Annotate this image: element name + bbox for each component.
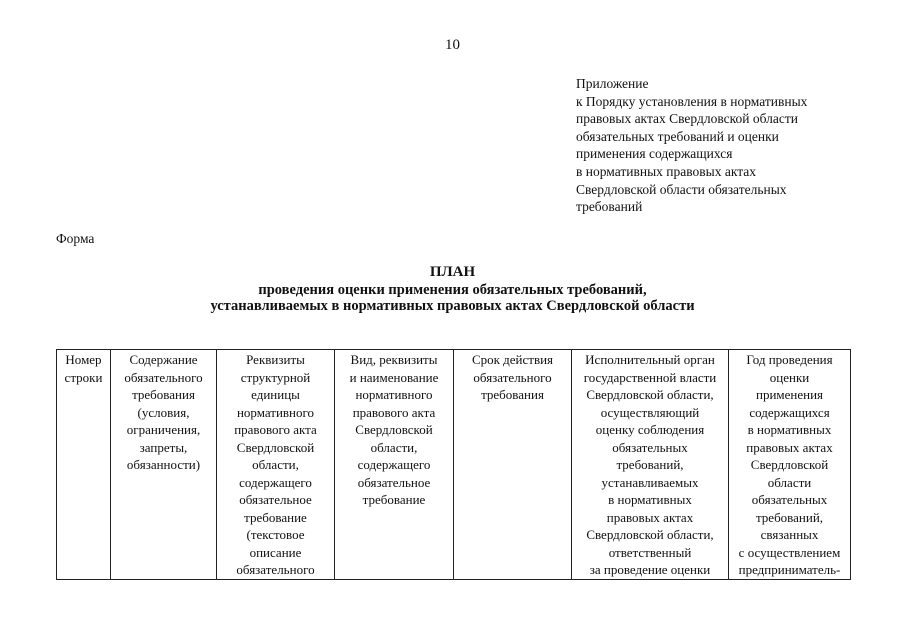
header-line: и наименование xyxy=(349,369,439,385)
header-line: Срок действия xyxy=(471,352,554,367)
appendix-line: требований xyxy=(576,199,643,215)
header-line: Содержание xyxy=(129,352,198,367)
header-line: Свердловской xyxy=(355,422,433,437)
header-line: обязательного xyxy=(236,562,315,577)
header-line: нормативного xyxy=(355,387,433,402)
plan-title-block xyxy=(0,264,905,315)
header-line: требований, xyxy=(616,457,684,472)
header-line: Реквизиты xyxy=(246,352,305,367)
header-line: оценки xyxy=(769,369,810,385)
header-line: правового акта xyxy=(234,422,317,437)
header-line: требование xyxy=(362,492,426,507)
plan-table xyxy=(56,349,851,580)
header-line: содержащихся xyxy=(749,404,830,420)
header-line: области, xyxy=(370,439,418,455)
header-line: Год проведения xyxy=(746,352,833,367)
header-line: запреты, xyxy=(139,439,188,455)
header-line: обязательного xyxy=(473,369,552,385)
header-line: правовых актах xyxy=(746,439,833,455)
header-line: предприниматель- xyxy=(738,562,841,577)
plan-subtitle-line-2: устанавливаемых в нормативных правовых актах Свердловской области xyxy=(210,298,695,314)
header-line: требования xyxy=(132,387,195,402)
header-cell-requirement-content xyxy=(111,350,217,580)
header-line: осуществляющий xyxy=(600,404,700,420)
header-line: области, xyxy=(252,457,299,472)
appendix-line: к Порядку установления в нормативных xyxy=(576,93,808,109)
header-line: Свердловской xyxy=(750,457,829,472)
form-label: Форма xyxy=(56,231,95,246)
header-cell-row-number xyxy=(57,350,111,580)
header-line: обязательное xyxy=(357,474,431,490)
header-cell-executive-body xyxy=(572,350,729,580)
header-line: единицы xyxy=(251,387,300,402)
header-line: обязанности) xyxy=(126,457,201,472)
header-line: применения xyxy=(755,387,824,402)
header-line: в нормативных xyxy=(747,422,832,437)
header-line: Свердловской области, xyxy=(586,527,714,542)
appendix-line: применения содержащихся xyxy=(576,146,733,162)
header-line: оценку соблюдения xyxy=(595,422,705,437)
header-line: государственной власти xyxy=(583,369,717,385)
header-line: содержащего xyxy=(357,457,431,472)
header-line: структурной xyxy=(240,369,311,385)
header-line: (текстовое xyxy=(246,527,305,542)
header-cell-structural-unit-details xyxy=(217,350,335,580)
header-line: за проведение оценки xyxy=(589,562,711,577)
header-line: требований, xyxy=(755,509,824,525)
header-line: Свердловской области, xyxy=(586,387,714,402)
header-line: области xyxy=(767,474,812,490)
header-line: в нормативных xyxy=(608,492,692,507)
header-line: с осуществлением xyxy=(738,544,841,560)
table-header-row xyxy=(57,350,851,580)
page-number: 10 xyxy=(445,37,460,53)
plan-title: ПЛАН xyxy=(429,264,476,280)
header-line: обязательных xyxy=(751,492,828,507)
header-line: обязательных xyxy=(612,439,688,455)
header-line: требования xyxy=(481,387,544,402)
appendix-line: правовых актах Свердловской области xyxy=(576,111,798,127)
header-line: Исполнительный орган xyxy=(585,352,715,367)
header-line: Вид, реквизиты xyxy=(350,352,438,367)
header-cell-legal-act-type xyxy=(335,350,454,580)
header-line: Номер xyxy=(65,352,102,367)
appendix-line: Свердловской области обязательных xyxy=(576,181,787,197)
header-line: ограничения, xyxy=(126,422,201,437)
appendix-block xyxy=(576,75,876,216)
header-line: требование xyxy=(244,509,307,525)
header-line: содержащего xyxy=(239,474,312,490)
header-line: описание xyxy=(249,544,302,560)
header-line: устанавливаемых xyxy=(601,474,699,490)
header-line: обязательного xyxy=(124,369,203,385)
header-cell-validity-period xyxy=(454,350,572,580)
header-line: строки xyxy=(64,369,103,385)
header-line: обязательное xyxy=(239,492,312,507)
appendix-line: в нормативных правовых актах xyxy=(576,163,757,179)
header-line: ответственный xyxy=(608,544,692,560)
header-line: правового акта xyxy=(352,404,436,420)
header-cell-assessment-year xyxy=(729,350,851,580)
appendix-line: обязательных требований и оценки xyxy=(576,128,779,144)
plan-subtitle-line-1: проведения оценки применения обязательных требований, xyxy=(258,281,647,298)
header-line: нормативного xyxy=(236,404,315,420)
header-line: Свердловской xyxy=(236,439,315,455)
appendix-line: Приложение xyxy=(576,76,649,91)
header-line: правовых актах xyxy=(606,509,694,525)
header-line: (условия, xyxy=(137,404,190,420)
header-line: связанных xyxy=(760,527,819,542)
